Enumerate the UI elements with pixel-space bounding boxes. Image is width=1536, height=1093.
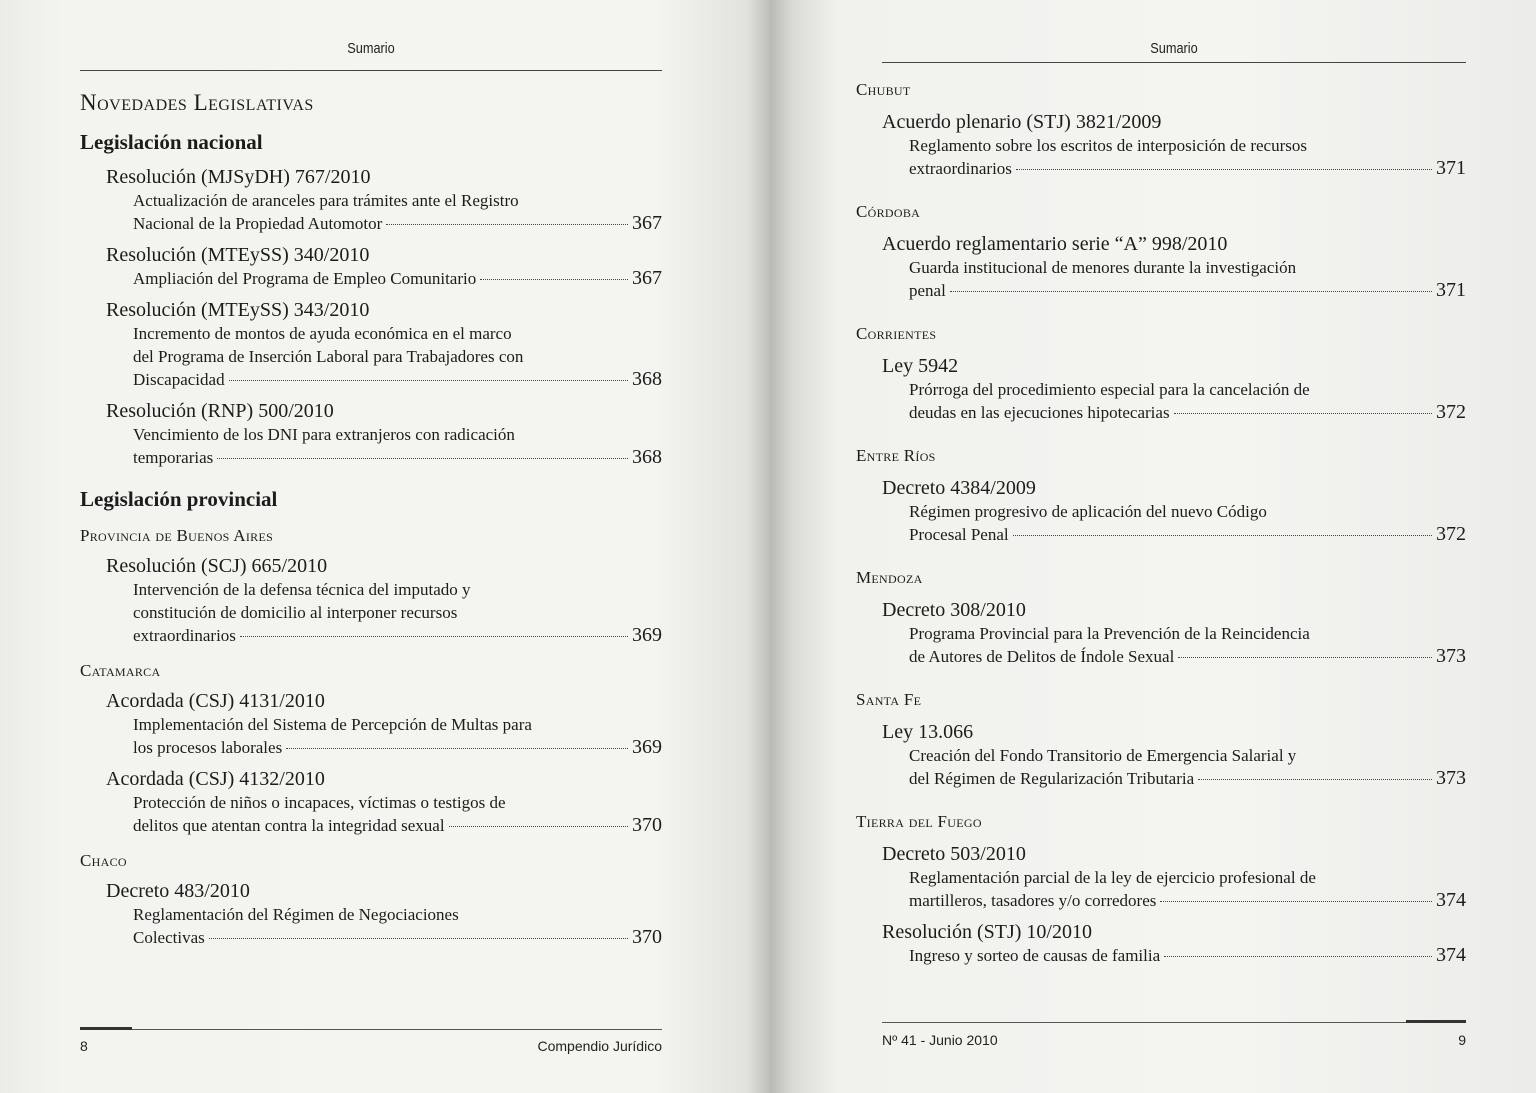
page-reference: 367 — [632, 267, 662, 289]
description-last-line — [133, 736, 662, 759]
description-last-line — [133, 212, 662, 235]
footer-rule — [80, 1029, 662, 1030]
description-line: Prórroga del procedimiento especial para la cancelación de — [909, 380, 1310, 399]
dot-leader — [1174, 413, 1432, 414]
dot-leader — [286, 748, 628, 749]
toc-entry — [106, 165, 662, 235]
description-last-line — [909, 944, 1466, 967]
page-reference: 368 — [632, 446, 662, 468]
entry-description — [133, 423, 662, 469]
page-reference: 372 — [1436, 401, 1466, 423]
description-line: martilleros, tasadores y/o corredores — [909, 891, 1157, 910]
description-last-line — [909, 157, 1466, 180]
page-reference: 371 — [1436, 157, 1466, 179]
toc-entry — [106, 554, 662, 647]
dot-leader — [1198, 779, 1432, 780]
entry-description — [909, 622, 1466, 668]
toc-entry — [882, 354, 1466, 424]
entry-title: Acuerdo plenario (STJ) 3821/2009 — [882, 111, 1162, 133]
toc-entry — [882, 598, 1466, 668]
toc-entry — [106, 689, 662, 759]
entry-description — [909, 256, 1466, 302]
entry-title: Resolución (MTEySS) 343/2010 — [106, 299, 370, 321]
entry-description — [909, 944, 1466, 967]
description-line: Guarda institucional de menores durante la investigación — [909, 258, 1297, 277]
entry-description — [133, 903, 662, 949]
subsection-title: Legislación nacional — [80, 130, 263, 154]
entry-description — [909, 500, 1466, 546]
page-reference: 371 — [1436, 279, 1466, 301]
description-last-line — [133, 926, 662, 949]
right-page — [770, 0, 1536, 1093]
entry-list — [80, 554, 662, 647]
page-reference: 369 — [632, 736, 662, 758]
dot-leader — [1016, 169, 1432, 170]
page-reference: 373 — [1436, 767, 1466, 789]
toc-entry — [882, 232, 1466, 302]
description-line: deudas en las ejecuciones hipotecarias — [909, 403, 1170, 422]
running-head: Sumario — [1150, 40, 1198, 57]
description-line: Nacional de la Propiedad Automotor — [133, 214, 383, 233]
page-reference: 374 — [1436, 889, 1466, 911]
description-line: Colectivas — [133, 928, 205, 947]
toc-entry — [106, 243, 662, 290]
page-reference: 369 — [632, 624, 662, 646]
page-reference: 372 — [1436, 523, 1466, 545]
entry-description — [909, 378, 1466, 424]
description-last-line — [909, 889, 1466, 912]
province-heading: Tierra del Fuego — [856, 812, 982, 831]
toc-entry — [106, 767, 662, 837]
page-reference: 367 — [632, 212, 662, 234]
header-rule — [80, 70, 662, 71]
footer-rule-accent — [1406, 1020, 1466, 1023]
dot-leader — [217, 458, 628, 459]
description-line: extraordinarios — [909, 159, 1012, 178]
page-reference: 373 — [1436, 645, 1466, 667]
toc-entry — [106, 298, 662, 391]
description-last-line — [909, 645, 1466, 668]
toc-entry — [106, 399, 662, 469]
description-line: Implementación del Sistema de Percepción de Multas para — [133, 715, 532, 734]
toc-entry — [882, 920, 1466, 967]
running-head: Sumario — [347, 40, 395, 57]
entry-title: Acuerdo reglamentario serie “A” 998/2010 — [882, 233, 1228, 255]
dot-leader — [1178, 657, 1432, 658]
description-last-line — [133, 624, 662, 647]
description-line: delitos que atentan contra la integridad sexual — [133, 816, 445, 835]
dot-leader — [386, 224, 628, 225]
province-heading: Mendoza — [856, 568, 923, 587]
entry-title: Resolución (MJSyDH) 767/2010 — [106, 166, 371, 188]
entry-title: Ley 13.066 — [882, 721, 974, 743]
province-heading: Catamarca — [80, 661, 161, 680]
description-line: Reglamentación parcial de la ley de ejercicio profesional de — [909, 868, 1316, 887]
entry-list — [80, 165, 662, 469]
dot-leader — [240, 636, 628, 637]
entry-description — [133, 791, 662, 837]
publication-name: Compendio Jurídico — [537, 1038, 662, 1054]
description-line: Reglamentación del Régimen de Negociaciones — [133, 905, 459, 924]
section-title: Novedades Legislativas — [80, 90, 314, 115]
entry-title: Acordada (CSJ) 4131/2010 — [106, 690, 325, 712]
description-line: Ampliación del Programa de Empleo Comunitario — [133, 269, 477, 288]
dot-leader — [1164, 956, 1432, 957]
issue-info: Nº 41 - Junio 2010 — [882, 1032, 998, 1048]
entry-description — [909, 866, 1466, 912]
entry-title: Resolución (MTEySS) 340/2010 — [106, 244, 370, 266]
province-heading: Entre Ríos — [856, 446, 936, 465]
description-last-line — [909, 279, 1466, 302]
entry-title: Resolución (SCJ) 665/2010 — [106, 555, 328, 577]
page-number: 9 — [1458, 1032, 1466, 1048]
entry-description — [909, 744, 1466, 790]
dot-leader — [209, 938, 628, 939]
entry-description — [133, 189, 662, 235]
description-last-line — [133, 814, 662, 837]
description-line: Discapacidad — [133, 370, 225, 389]
entry-description — [909, 134, 1466, 180]
description-last-line — [909, 523, 1466, 546]
entry-description — [133, 267, 662, 290]
page-number: 8 — [80, 1038, 88, 1054]
page-reference: 370 — [632, 926, 662, 948]
dot-leader — [950, 291, 1432, 292]
description-line: constitución de domicilio al interponer recursos — [133, 603, 458, 622]
description-last-line — [909, 401, 1466, 424]
province-heading: Santa Fe — [856, 690, 922, 709]
description-line: Creación del Fondo Transitorio de Emergencia Salarial y — [909, 746, 1297, 765]
description-line: penal — [909, 281, 946, 300]
entry-title: Decreto 503/2010 — [882, 843, 1026, 865]
description-line: Vencimiento de los DNI para extranjeros con radicación — [133, 425, 515, 444]
description-line: del Régimen de Regularización Tributaria — [909, 769, 1195, 788]
province-heading: Chaco — [80, 851, 127, 870]
province-heading: Provincia de Buenos Aires — [80, 526, 274, 545]
description-last-line — [133, 267, 662, 290]
province-heading: Chubut — [856, 80, 911, 99]
header-rule — [882, 62, 1466, 63]
description-line: los procesos laborales — [133, 738, 283, 757]
entry-title: Decreto 4384/2009 — [882, 477, 1036, 499]
description-line: extraordinarios — [133, 626, 236, 645]
entry-title: Ley 5942 — [882, 355, 959, 377]
description-last-line — [133, 368, 662, 391]
toc-entry — [882, 842, 1466, 912]
dot-leader — [480, 279, 628, 280]
toc-entry — [882, 110, 1466, 180]
dot-leader — [449, 826, 628, 827]
footer-rule-accent — [80, 1027, 132, 1030]
province-heading: Corrientes — [856, 324, 937, 343]
entry-list — [80, 879, 662, 949]
description-line: temporarias — [133, 448, 214, 467]
dot-leader — [1013, 535, 1432, 536]
entry-title: Resolución (STJ) 10/2010 — [882, 921, 1092, 943]
description-line: de Autores de Delitos de Índole Sexual — [909, 647, 1175, 666]
toc-left — [80, 84, 662, 957]
entry-title: Decreto 308/2010 — [882, 599, 1026, 621]
description-line: Régimen progresivo de aplicación del nuevo Código — [909, 502, 1267, 521]
description-line: Intervención de la defensa técnica del imputado y — [133, 580, 471, 599]
toc-right — [856, 80, 1466, 975]
toc-entry — [882, 476, 1466, 546]
toc-entry — [882, 720, 1466, 790]
description-line: del Programa de Inserción Laboral para Trabajadores con — [133, 347, 524, 366]
description-last-line — [909, 767, 1466, 790]
description-line: Protección de niños o incapaces, víctimas o testigos de — [133, 793, 506, 812]
description-line: Procesal Penal — [909, 525, 1009, 544]
description-line: Ingreso y sorteo de causas de familia — [909, 946, 1161, 965]
province-heading: Córdoba — [856, 202, 921, 221]
dot-leader — [1160, 901, 1432, 902]
entry-list — [80, 689, 662, 837]
page-reference: 368 — [632, 368, 662, 390]
entry-description — [133, 322, 662, 391]
toc-entry — [106, 879, 662, 949]
description-line: Incremento de montos de ayuda económica en el marco — [133, 324, 512, 343]
entry-title: Resolución (RNP) 500/2010 — [106, 400, 334, 422]
dot-leader — [229, 380, 628, 381]
entry-title: Decreto 483/2010 — [106, 880, 250, 902]
description-line: Reglamento sobre los escritos de interposición de recursos — [909, 136, 1307, 155]
subsection-title: Legislación provincial — [80, 487, 278, 511]
description-last-line — [133, 446, 662, 469]
entry-title: Acordada (CSJ) 4132/2010 — [106, 768, 325, 790]
entry-description — [133, 578, 662, 647]
description-line: Actualización de aranceles para trámites ante el Registro — [133, 191, 519, 210]
description-line: Programa Provincial para la Prevención de la Reincidencia — [909, 624, 1310, 643]
entry-description — [133, 713, 662, 759]
footer-rule — [882, 1022, 1466, 1023]
page-reference: 374 — [1436, 944, 1466, 966]
page-reference: 370 — [632, 814, 662, 836]
